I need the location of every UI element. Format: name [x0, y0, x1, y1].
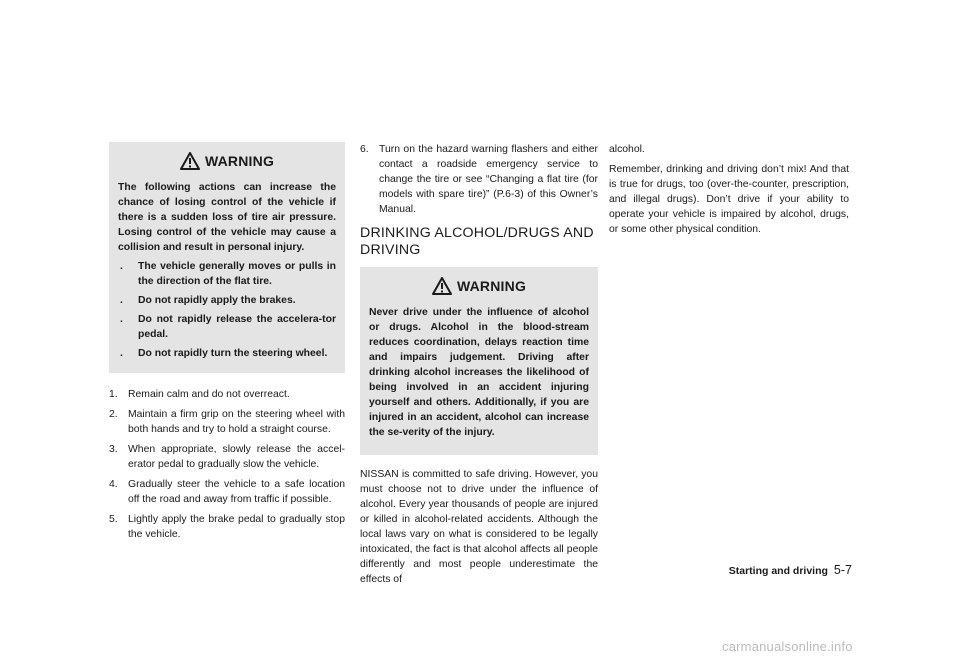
step-item	[109, 442, 345, 472]
body-paragraph: Remember, drinking and driving don’t mix! And that is true for drugs, too (over-the-counter, prescription, and illegal drugs). Don’t drive if your ability to operate your vehicle is impaired by alcohol, drugs, or some other physical condition.	[609, 164, 849, 235]
bullet-text: The vehicle generally moves or pulls in the direction of the flat tire.	[138, 261, 336, 287]
step-item	[109, 407, 345, 437]
continuation-text: alcohol.	[609, 144, 645, 155]
warning-title: WARNING	[204, 152, 275, 169]
page-footer	[729, 563, 852, 577]
warning-intro: The following actions can increase the chance of losing control of the vehicle if there is a sudden loss of tire air pressure. Losing control of the vehicle may cause a collision and result in personal injury.	[118, 182, 336, 253]
step-number: 5.	[109, 514, 118, 525]
step-text: Gradually steer the vehicle to a safe location off the road and away from traffic if possible.	[128, 479, 345, 505]
warning-box-flat-tire	[109, 142, 345, 373]
warning-title: WARNING	[456, 277, 527, 294]
column-right	[609, 142, 849, 242]
body-paragraph: NISSAN is committed to safe driving. However, you must choose not to drive under the influence of alcohol. Every year thousands of people are injured or killed in alcohol-related accidents. Although the local laws vary on what is considered to be legally intoxicated, the fact is that alcohol affects all people differently and most people underestimate the effects of	[360, 469, 598, 585]
step-number: 3.	[109, 444, 118, 455]
bullet-marker: .	[120, 314, 123, 325]
steps-list-continued	[360, 142, 598, 217]
column-left	[109, 142, 345, 547]
step-number: 6.	[360, 144, 369, 155]
warning-bullet	[118, 259, 336, 289]
step-item	[109, 477, 345, 507]
warning-header	[369, 277, 589, 295]
footer-section-title: Starting and driving	[728, 565, 828, 577]
warning-header	[118, 152, 336, 170]
watermark: carmanualsonline.info	[722, 639, 853, 654]
warning-text: Never drive under the influence of alcohol or drugs. Alcohol in the blood-stream reduces coordination, delays reaction time and impairs judgement. Driving after drinking alcohol increases the likelihood of being involved in an accident injuring yourself and others. Additionally, if you are injured in an accident, alcohol can increase the se-verity of the injury.	[369, 307, 589, 438]
warning-bullet	[118, 293, 336, 308]
warning-triangle-icon	[180, 152, 200, 170]
step-number: 4.	[109, 479, 118, 490]
bullet-marker: .	[120, 348, 123, 359]
step-text: Maintain a firm grip on the steering wheel with both hands and try to hold a straight course.	[128, 409, 345, 435]
bullet-text: Do not rapidly release the accelera-tor pedal.	[138, 314, 336, 340]
step-text: When appropriate, slowly release the accel-erator pedal to gradually slow the vehicle.	[128, 444, 345, 470]
bullet-marker: .	[120, 295, 123, 306]
bullet-marker: .	[120, 261, 123, 272]
step-item	[109, 387, 345, 402]
section-heading: DRINKING ALCOHOL/DRUGS AND DRIVING	[360, 225, 594, 258]
step-number: 2.	[109, 409, 118, 420]
warning-box-alcohol	[360, 267, 598, 455]
step-item	[109, 512, 345, 542]
bullet-text: Do not rapidly apply the brakes.	[138, 295, 296, 306]
step-item	[360, 142, 598, 217]
warning-triangle-icon	[432, 277, 452, 295]
step-text: Turn on the hazard warning flashers and either contact a roadside emergency service to change the tire or see “Changing a flat tire (for models with spare tire)” (P.6-3) of this Owner’s Manual.	[379, 144, 598, 215]
column-middle	[360, 142, 598, 592]
warning-bullet	[118, 346, 336, 361]
warning-bullet	[118, 312, 336, 342]
steps-list	[109, 387, 345, 542]
bullet-text: Do not rapidly turn the steering wheel.	[138, 348, 328, 359]
step-text: Remain calm and do not overreact.	[128, 389, 290, 400]
page-number: 5-7	[833, 563, 852, 577]
step-number: 1.	[109, 389, 118, 400]
step-text: Lightly apply the brake pedal to gradually stop the vehicle.	[128, 514, 345, 540]
